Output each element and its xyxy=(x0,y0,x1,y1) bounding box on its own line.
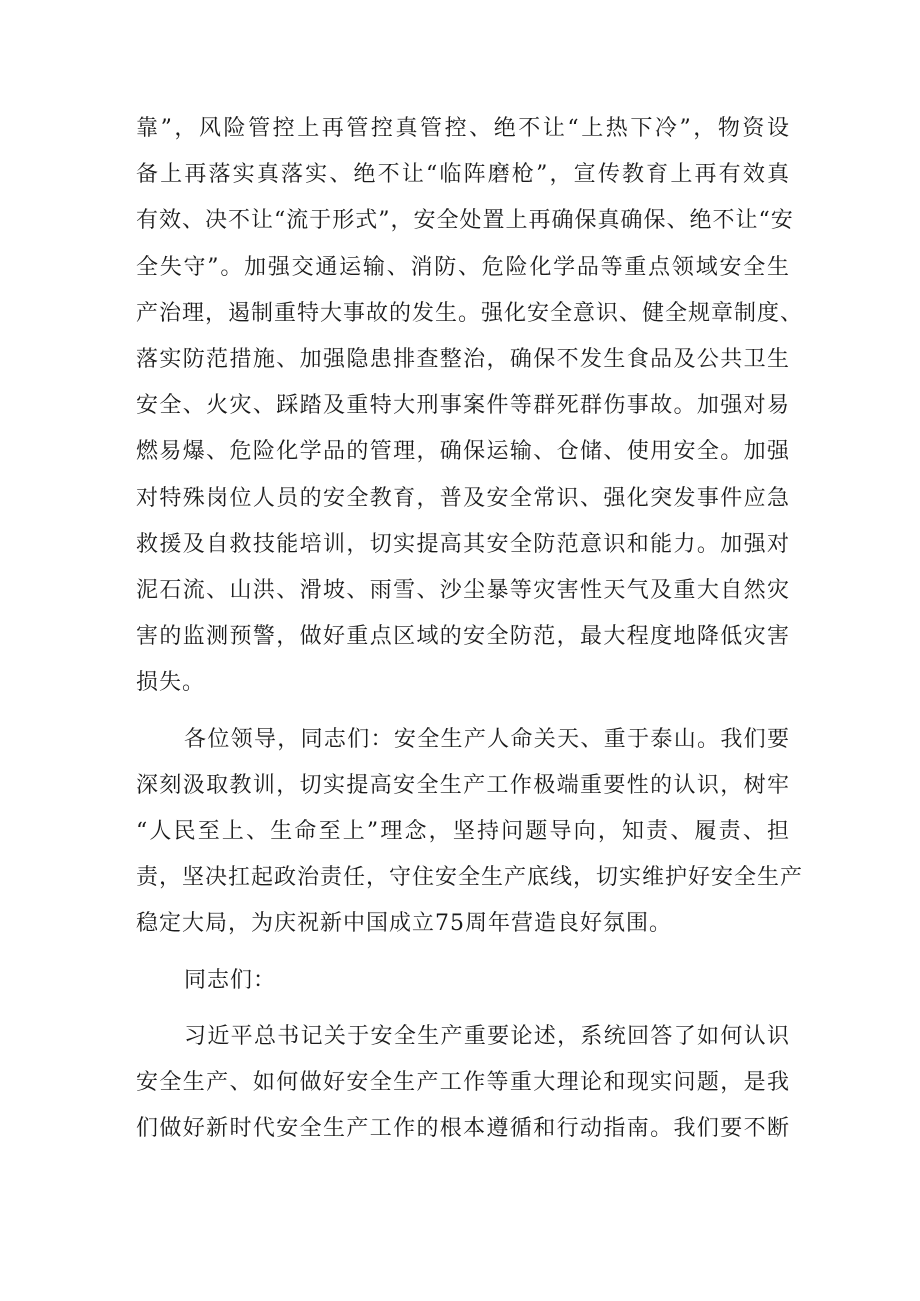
text-line: 救援及自救技能培训，切实提高其安全防范意识和能力。加强对 xyxy=(136,531,790,557)
text-line: 同志们： xyxy=(184,967,277,993)
document-body xyxy=(136,106,804,1152)
text-line: 们做好新时代安全生产工作的根本遵循和行动指南。我们要不断 xyxy=(136,1116,790,1142)
paragraph-leaders-address xyxy=(136,717,804,948)
text-line: 对特殊岗位人员的安全教育，普及安全常识、强化突发事件应急 xyxy=(136,485,790,511)
text-line: 靠”，风险管控上再管控真管控、绝不让“上热下冷”，物资设 xyxy=(136,116,790,141)
text-line: 产治理，遏制重特大事故的发生。强化安全意识、健全规章制度、 xyxy=(136,300,804,326)
text-line: 习近平总书记关于安全生产重要论述，系统回答了如何认识 xyxy=(184,1023,790,1049)
paragraph-safety-measures xyxy=(136,106,804,707)
text-line: “人民至上、生命至上”理念，坚持问题导向，知责、履责、担 xyxy=(136,819,790,845)
text-line: 责，坚决扛起政治责任，守住安全生产底线，切实维护好安全生产 xyxy=(136,865,804,891)
text-line: 备上再落实真落实、绝不让“临阵磨枪”，宣传教育上再有效真 xyxy=(136,162,790,188)
text-line: 害的监测预警，做好重点区域的安全防范，最大程度地降低灾害 xyxy=(136,624,790,650)
text-line: 稳定大局，为庆祝新中国成立75周年营造良好氛围。 xyxy=(136,911,672,937)
text-line: 落实防范措施、加强隐患排查整治，确保不发生食品及公共卫生 xyxy=(136,347,790,373)
text-line: 燃易爆、危险化学品的管理，确保运输、仓储、使用安全。加强 xyxy=(136,439,790,465)
text-line: 有效、决不让“流于形式”，安全处置上再确保真确保、绝不让“安 xyxy=(136,208,794,234)
text-line: 泥石流、山洪、滑坡、雨雪、沙尘暴等灾害性天气及重大自然灾 xyxy=(136,578,790,604)
text-line: 安全、火灾、踩踏及重特大刑事案件等群死群伤事故。加强对易 xyxy=(136,393,790,419)
text-line: 损失。 xyxy=(136,670,206,696)
text-line: 安全生产、如何做好安全生产工作等重大理论和现实问题，是我 xyxy=(136,1070,790,1096)
paragraph-xi-remarks xyxy=(136,1014,790,1153)
text-line: 深刻汲取教训，切实提高安全生产工作极端重要性的认识，树牢 xyxy=(136,772,790,798)
text-line: 全失守”。加强交通运输、消防、危险化学品等重点领域安全生 xyxy=(136,254,790,280)
paragraph-comrades-salutation xyxy=(136,958,790,1004)
text-line: 各位领导，同志们：安全生产人命关天、重于泰山。我们要 xyxy=(184,726,790,752)
